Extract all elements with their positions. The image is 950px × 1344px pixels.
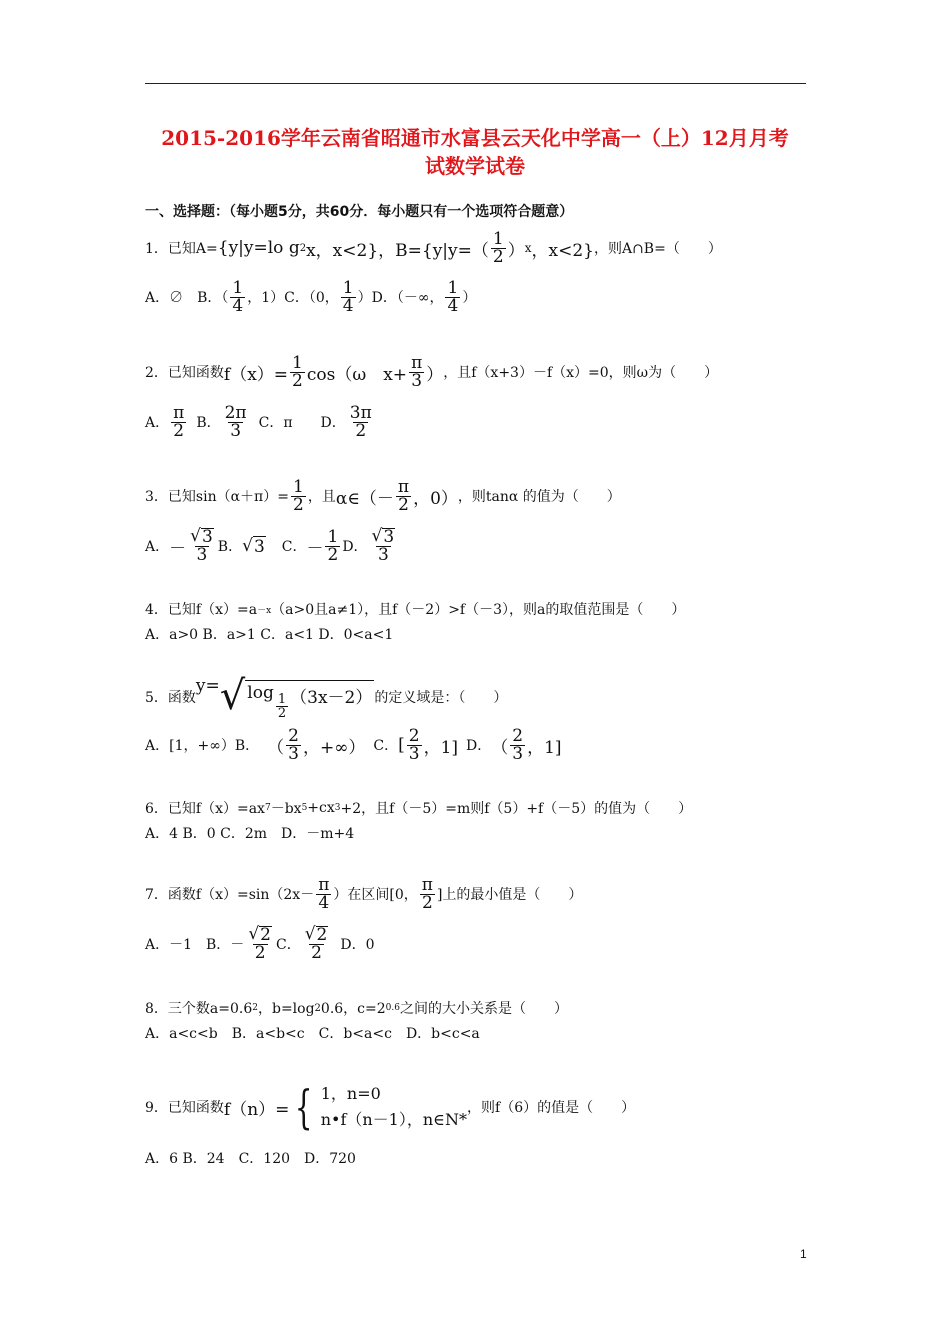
question-5-options: A．[1，+∞）B． （ $\frac{2}{3}$ ，+∞） C． [ $\frac{2}{3}$ ，1] D． （ $\frac{2}{3}$ ，1] <box>145 725 562 764</box>
section-heading: 一、选择题：（每小题5分，共60分．每小题只有一个选项符合题意） <box>145 204 574 220</box>
exam-title-line2: 试数学试卷 <box>425 154 525 178</box>
question-2: 2．已知函数 f（x）= $\frac{1}{2}$ cos（ω x+ $\frac{\pi}{3}$ ） ，且f（x+3）－f（x）=0，则ω为（ ） <box>145 352 719 391</box>
exam-title-line1: 2015-2016学年云南省昭通市水富县云天化中学高一（上）12月月考 <box>161 126 789 150</box>
question-5: 5．函数 y= √ log $\frac{1}{2}$ （3x－2） 的定义域是：（ ） <box>145 673 508 721</box>
question-9: 9．已知函数 f（n）= { 1，n=0 n•f（n－1），n∈N* ，则f（6）的值是（ ） <box>145 1080 636 1134</box>
question-1-options: A．∅ B．（ $\frac{1}{4}$ ，1）C．（0， $\frac{1}{4}$ ）D．（－∞， $\frac{1}{4}$ ） <box>145 277 477 316</box>
question-8-options: A．a<c<b B．a<b<c C．b<a<c D．b<c<a <box>145 1026 480 1042</box>
question-2-options: A． $\frac{\pi}{2}$ B． $\frac{2\pi}{3}$ C．π D． $\frac{3\pi}{2}$ <box>145 402 372 441</box>
question-4-options: A．a>0 B．a>1 C．a<1 D．0<a<1 <box>145 627 394 643</box>
question-3: 3．已知sin（α＋π）= $\frac{1}{2}$ ，且 α∈（－ $\frac{\pi}{2}$ ，0） ，则tanα 的值为（ ） <box>145 476 621 515</box>
question-9-options: A．6 B．24 C．120 D．720 <box>145 1151 356 1167</box>
question-4: 4．已知f（x）=a －x （a>0且a≠1），且f（－2）>f（－3），则a的取值范围是（ ） <box>145 602 686 618</box>
top-rule <box>145 83 806 84</box>
question-8: 8．三个数a=0.6 2 ，b=log 2 0.6，c=2 0.6 之间的大小关系是（ ） <box>145 1001 568 1017</box>
fraction: $\frac{1}{2}$ <box>492 228 504 267</box>
question-3-options: A． － √ 3 3 B． √ 3 C． － $\frac{1}{2}$ D． √ 3 3 <box>145 526 395 565</box>
page-number: 1 <box>800 1247 807 1261</box>
question-6: 6．已知f（x）=ax 7 －bx 5 +cx 3 +2，且f（－5）=m则f（5）+f（－5）的值为（ ） <box>145 800 693 817</box>
question-6-options: A．4 B．0 C．2m D．－m+4 <box>145 826 355 842</box>
question-7: 7．函数f（x）=sin（2x－ $\frac{\pi}{4}$ ）在区间[0， $\frac{\pi}{2}$ ]上的最小值是（ ） <box>145 874 583 913</box>
question-1: 1．已知A= {y|y=lo g 2 x，x<2}，B= {y|y=（ $\frac{1}{2}$ ） x ，x<2} ，则A∩B=（ ） <box>145 228 722 267</box>
question-7-options: A．－1 B．－ √ 2 2 C． √ 2 2 D．0 <box>145 924 375 963</box>
